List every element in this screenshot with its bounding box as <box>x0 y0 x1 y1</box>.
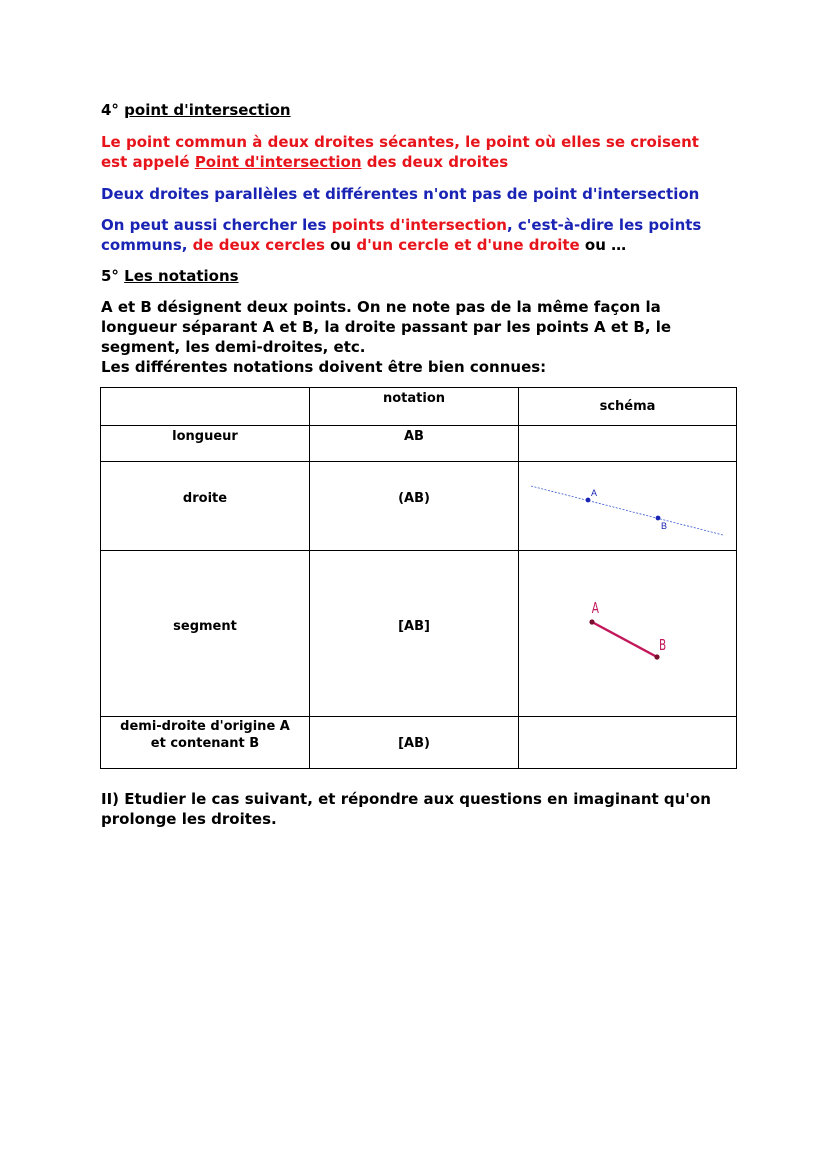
definition-suffix: des deux droites <box>361 153 509 171</box>
section-2-line-1: II) Etudier le cas suivant, et répondre aux questions en imaginant qu'on <box>101 790 711 808</box>
row-label-segment: segment <box>173 619 237 634</box>
notations-para-line-1: A et B désignent deux points. On ne note pas de la même façon la <box>101 298 661 316</box>
row-schema-cell <box>519 717 737 769</box>
search-line-2 <box>101 235 626 255</box>
row-label-cell <box>101 717 310 769</box>
header-empty-cell <box>101 388 310 426</box>
notations-para-line-3: segment, les demi-droites, etc. <box>101 338 366 356</box>
search-text-3: , c'est-à-dire les points <box>507 216 702 234</box>
row-schema-cell <box>519 551 737 717</box>
notations-table <box>100 387 737 769</box>
row-schema-cell <box>519 426 737 462</box>
notation-droite: (AB) <box>398 491 430 506</box>
search-text-8: ou … <box>579 236 627 254</box>
row-notation-cell <box>310 551 519 717</box>
header-notation <box>310 388 519 426</box>
row-label-demi-droite-line-1: demi-droite d'origine A <box>120 719 290 734</box>
definition-line-2 <box>101 152 508 172</box>
section-5-heading <box>101 266 239 286</box>
notation-segment: [AB] <box>398 619 430 634</box>
search-text-2: points d'intersection <box>331 216 507 234</box>
droite-label-a: A <box>591 488 598 498</box>
section-2-line-2: prolonge les droites. <box>101 810 277 828</box>
header-notation-label: notation <box>382 391 446 406</box>
row-label-cell <box>101 551 310 717</box>
search-text-1: On peut aussi chercher les <box>101 216 332 234</box>
section-5-number: 5° <box>101 267 119 285</box>
search-text-6: ou <box>324 236 357 254</box>
table-header-row <box>101 388 737 426</box>
section-5-title: Les notations <box>124 267 239 285</box>
segment-schema <box>519 551 737 717</box>
segment-point-a <box>589 619 594 624</box>
section-4-number: 4° <box>101 101 119 119</box>
segment-label-b: B <box>659 637 667 655</box>
row-label-droite: droite <box>182 491 228 506</box>
table-row <box>101 462 737 551</box>
table-row <box>101 551 737 717</box>
notation-longueur: AB <box>404 429 424 444</box>
table-row <box>101 717 737 769</box>
notations-para-line-4: Les différentes notations doivent être bien connues: <box>101 358 547 376</box>
droite-point-b <box>656 516 661 521</box>
section-4-heading <box>101 100 291 120</box>
row-schema-cell <box>519 462 737 551</box>
row-label-demi-droite-line-2: et contenant B <box>150 736 260 751</box>
header-schema <box>519 388 737 426</box>
row-notation-cell <box>310 426 519 462</box>
row-label-cell <box>101 426 310 462</box>
parallel-note: Deux droites parallèles et différentes n'ont pas de point d'intersection <box>101 185 700 203</box>
definition-line-1: Le point commun à deux droites sécantes, le point où elles se croisent <box>101 133 699 151</box>
segment-line <box>592 622 657 657</box>
search-text-4: communs, <box>101 236 193 254</box>
segment-point-b <box>654 654 659 659</box>
table-row <box>101 426 737 462</box>
notation-demi-droite: [AB) <box>398 736 430 751</box>
row-notation-cell <box>310 462 519 551</box>
header-schema-label: schéma <box>599 399 656 414</box>
definition-prefix: est appelé <box>101 153 195 171</box>
definition-term: Point d'intersection <box>194 153 362 171</box>
search-line-1 <box>101 215 701 235</box>
section-4-title: point d'intersection <box>124 101 291 119</box>
segment-label-a: A <box>591 600 599 618</box>
droite-schema <box>519 462 737 551</box>
notations-para-line-2: longueur séparant A et B, la droite passant par les points A et B, le <box>101 318 672 336</box>
droite-line <box>531 486 723 535</box>
row-label-longueur: longueur <box>172 429 238 444</box>
droite-label-b: B <box>661 521 668 531</box>
row-label-cell <box>101 462 310 551</box>
droite-point-a <box>586 498 591 503</box>
row-notation-cell <box>310 717 519 769</box>
search-text-5: de deux cercles <box>192 236 325 254</box>
search-text-7: d'un cercle et d'une droite <box>356 236 580 254</box>
